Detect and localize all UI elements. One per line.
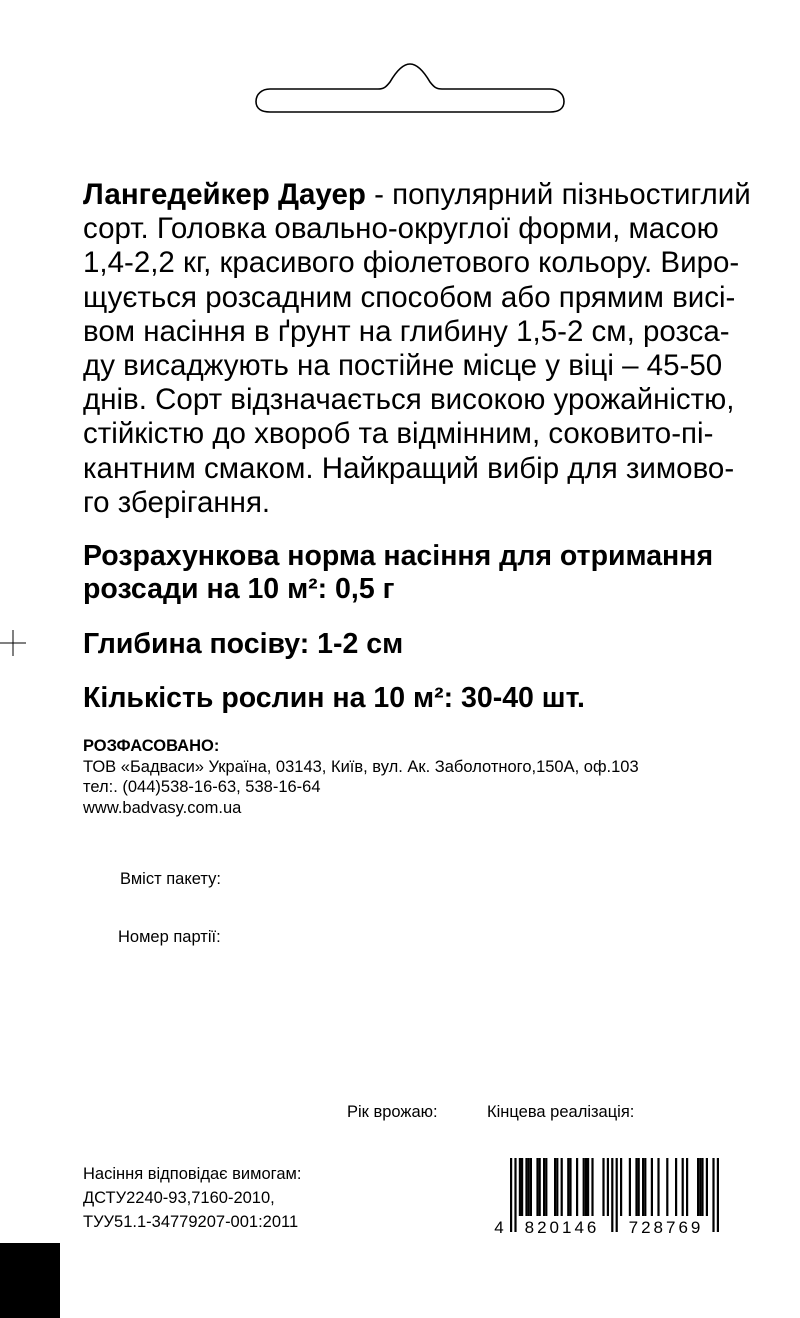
barcode-bar [699,1158,701,1216]
description-line: щується розсадним способом або прямим висі- [83,280,736,314]
barcode-first-digit: 4 [494,1218,504,1236]
standards-heading: Насіння відповідає вимогам: [83,1165,302,1183]
harvest-year-label: Рік врожаю: [347,1103,438,1121]
description-line: сорт. Головка овально-округлої форми, масою [83,212,719,246]
barcode-bar [554,1158,556,1216]
barcode-right-digits: 728769 [628,1218,704,1236]
barcode-bar [591,1158,593,1216]
seed-rate-spec [83,540,763,606]
standards-tuu: ТУУ51.1-34779207-001:2011 [83,1213,299,1231]
description-line: 1,4-2,2 кг, красивого фіолетового кольору. Виро- [83,246,740,280]
crop-mark [0,628,30,658]
barcode-bar [519,1158,521,1216]
barcode-bar [536,1158,538,1216]
barcode-guard-bar [510,1158,512,1232]
barcode-bar [675,1158,677,1216]
barcode-bar [569,1158,571,1216]
barcode-bar [585,1158,587,1216]
packer-heading: РОЗФАСОВАНО: [83,737,220,755]
barcode-guard-bar [717,1158,719,1232]
registration-block [0,1243,60,1318]
seed-rate-line: Розрахункова норма насіння для отримання [83,540,714,572]
batch-number-label: Номер партії: [118,928,221,946]
barcode-bar [706,1158,708,1216]
ean13-barcode [492,1156,732,1236]
barcode-guard-bar [514,1158,516,1232]
standards-info [83,1162,301,1234]
barcode-bar [602,1158,604,1216]
packer-company: ТОВ «Бадваси» Україна, 03143, Київ, вул. Ак. Заболотного,150А, оф.103 [83,757,639,776]
barcode-bar [638,1158,640,1216]
packer-phone: тел:. (044)538-16-63, 538-16-64 [83,778,321,796]
description-line: днів. Сорт відзначається високою урожайністю, [83,383,735,417]
barcode-bar [629,1158,631,1216]
barcode-bar [567,1158,569,1216]
barcode-bar [525,1158,527,1216]
barcode-bar [701,1158,703,1216]
description-line [83,178,751,212]
product-description [83,178,751,520]
barcode-guard-bar [611,1158,613,1232]
barcode-guard-bar [616,1158,618,1232]
barcode-bar [682,1158,684,1216]
hang-hole-outline [252,60,568,116]
barcode-bar [576,1158,578,1216]
variety-name: Лангедейкер Дауер [83,178,366,211]
barcode-bar [587,1158,589,1216]
barcode-left-digits: 820146 [524,1218,600,1236]
description-line: ду висаджують на постійне місце у віці – 45-50 [83,349,723,383]
package-content-label: Вміст пакету: [120,870,221,888]
barcode-bar [620,1158,622,1216]
description-line: стійкістю до хвороб та відмінним, соковито-пі- [83,417,714,451]
barcode-bar [642,1158,644,1216]
barcode-guard-bar [712,1158,714,1232]
barcode-bar [644,1158,646,1216]
barcode-bar [686,1158,688,1216]
barcode-bar [561,1158,563,1216]
barcode-bar [556,1158,558,1216]
barcode-bar [530,1158,532,1216]
standards-dstu: ДСТУ2240-93,7160-2010, [83,1189,275,1207]
barcode-bar [697,1158,699,1216]
barcode-bar [666,1158,668,1216]
barcode-bar [635,1158,637,1216]
barcode-bar [539,1158,541,1216]
barcode-bar [651,1158,653,1216]
description-lead: - популярний пізньостиглий [365,178,751,211]
description-line: вом насіння в ґрунт на глибину 1,5-2 см, розса- [83,314,730,348]
plant-count-spec: Кількість рослин на 10 м²: 30-40 шт. [83,682,585,714]
barcode-bar [657,1158,659,1216]
barcode-bar [607,1158,609,1216]
packer-info [83,736,783,818]
expiry-label: Кінцева реалізація: [487,1103,635,1121]
description-line: кантним смаком. Найкращий вибір для зимово- [83,451,735,485]
barcode-bar [543,1158,545,1216]
description-line: го зберігання. [83,485,271,519]
sowing-depth-spec: Глибина посіву: 1-2 см [83,628,404,660]
barcode-bar [545,1158,547,1216]
barcode-bar [521,1158,523,1216]
barcode-bar [583,1158,585,1216]
packer-website: www.badvasy.com.ua [83,798,242,817]
seed-rate-line: розсади на 10 м²: 0,5 г [83,573,395,605]
barcode-bar [528,1158,530,1216]
